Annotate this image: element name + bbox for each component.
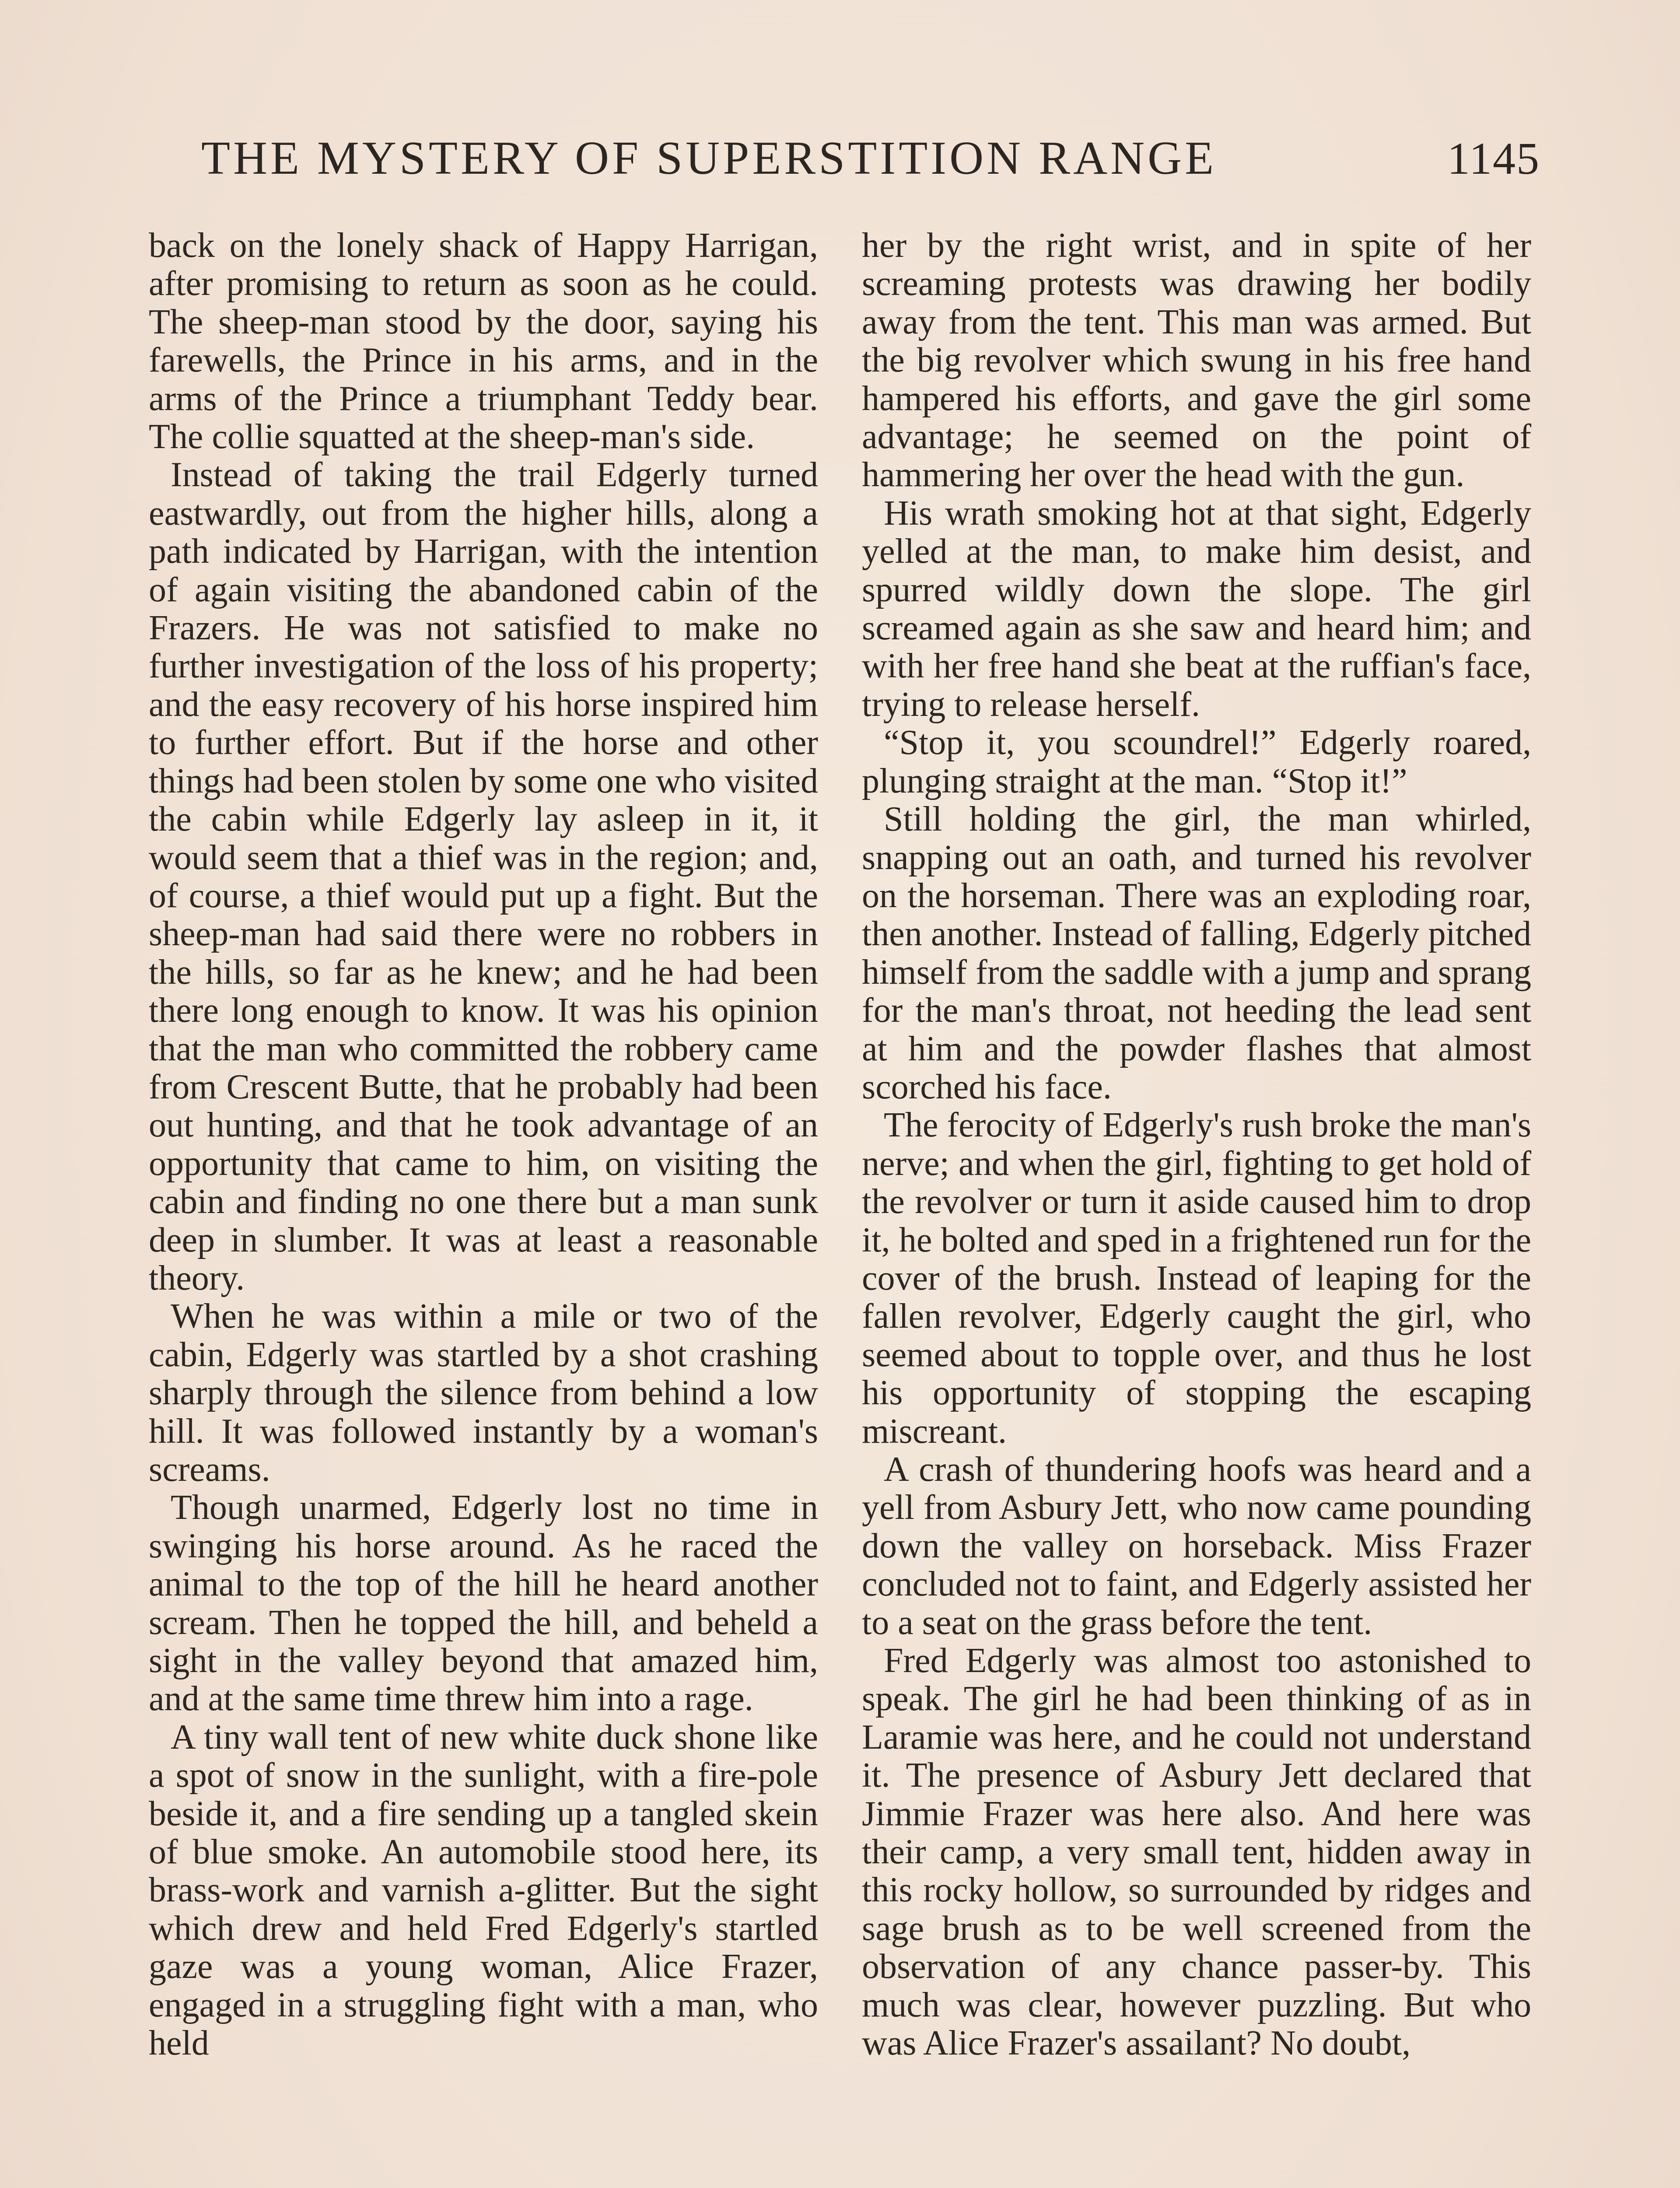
running-head xyxy=(201,131,1540,193)
left-paragraph-2: Instead of taking the trail Edgerly turned eastwardly, out from the higher hills, along a path indicated by Harrigan, with the intention of again visiting the abandoned cabin of the Frazers. He was not satisfied to make no further investigation of the loss of his property; and the easy recovery of his horse inspired him to further effort. But if the horse and other things had been stolen by some one who visited the cabin while Edgerly lay asleep in it, it would seem that a thief was in the region; and, of course, a thief would put up a fight. But the sheep-man had said there were no robbers in the hills, so far as he knew; and he had been there long enough to know. It was his opinion that the man who committed the robbery came from Crescent Butte, that he probably had been out hunting, and that he took advantage of an opportunity that came to him, on visiting the cabin and finding no one there but a man sunk deep in slumber. It was at least a reasonable theory. xyxy=(149,456,818,1297)
left-column xyxy=(149,227,818,2188)
right-paragraph-3: “Stop it, you scoundrel!” Edgerly roared, plunging straight at the man. “Stop it!” xyxy=(862,723,1531,800)
right-paragraph-2: His wrath smoking hot at that sight, Edgerly yelled at the man, to make him desist, and spurred wildly down the slope. The girl screamed again as she saw and heard him; and with her free hand she beat at the ruffian's face, trying to release herself. xyxy=(862,494,1531,724)
left-paragraph-4: Though unarmed, Edgerly lost no time in swinging his horse around. As he raced the animal to the top of the hill he heard another scream. Then he topped the hill, and beheld a sight in the valley beyond that amazed him, and at the same time threw him into a rage. xyxy=(149,1488,818,1718)
right-column xyxy=(862,227,1531,2188)
right-paragraph-1: her by the right wrist, and in spite of her screaming protests was drawing her bodily away from the tent. This man was armed. But the big revolver which swung in his free hand hampered his efforts, and gave the girl some advantage; he seemed on the point of hammering her over the head with the gun. xyxy=(862,227,1531,494)
running-title: THE MYSTERY OF SUPERSTITION RANGE xyxy=(201,132,1217,184)
right-paragraph-7: Fred Edgerly was almost too astonished to speak. The girl he had been thinking of as in Laramie was here, and he could not understand it. The presence of Asbury Jett declared that Jimmie Frazer was here also. And here was their camp, a very small tent, hidden away in this rocky hollow, so surrounded by ridges and sage brush as to be well screened from the observation of any chance passer-by. This much was clear, however puzzling. But who was Alice Frazer's assailant? No doubt, xyxy=(862,1641,1531,2063)
right-paragraph-4: Still holding the girl, the man whirled, snapping out an oath, and turned his revolver on the horseman. There was an exploding roar, then another. Instead of falling, Edgerly pitched himself from the saddle with a jump and sprang for the man's throat, not heeding the lead sent at him and the powder flashes that almost scorched his face. xyxy=(862,800,1531,1106)
right-paragraph-6: A crash of thundering hoofs was heard and a yell from Asbury Jett, who now came pounding down the valley on horseback. Miss Frazer concluded not to faint, and Edgerly assisted her to a seat on the grass before the tent. xyxy=(862,1450,1531,1642)
page-number: 1145 xyxy=(1447,133,1540,184)
left-paragraph-1: back on the lonely shack of Happy Harrigan, after promising to return as soon as he could. The sheep-man stood by the door, saying his farewells, the Prince in his arms, and in the arms of the Prince a triumphant Teddy bear. The collie squatted at the sheep-man's side. xyxy=(149,227,818,456)
right-paragraph-5: The ferocity of Edgerly's rush broke the man's nerve; and when the girl, fighting to get hold of the revolver or turn it aside caused him to drop it, he bolted and sped in a frightened run for the cover of the brush. Instead of leaping for the fallen revolver, Edgerly caught the girl, who seemed about to topple over, and thus he lost his opportunity of stopping the escaping miscreant. xyxy=(862,1106,1531,1451)
left-paragraph-3: When he was within a mile or two of the cabin, Edgerly was startled by a shot crashing sharply through the silence from behind a low hill. It was followed instantly by a woman's screams. xyxy=(149,1297,818,1489)
left-paragraph-5: A tiny wall tent of new white duck shone like a spot of snow in the sunlight, with a fire-pole beside it, and a fire sending up a tangled skein of blue smoke. An automobile stood here, its brass-work and varnish a-glitter. But the sight which drew and held Fred Edgerly's startled gaze was a young woman, Alice Frazer, engaged in a struggling fight with a man, who held xyxy=(149,1718,818,2063)
